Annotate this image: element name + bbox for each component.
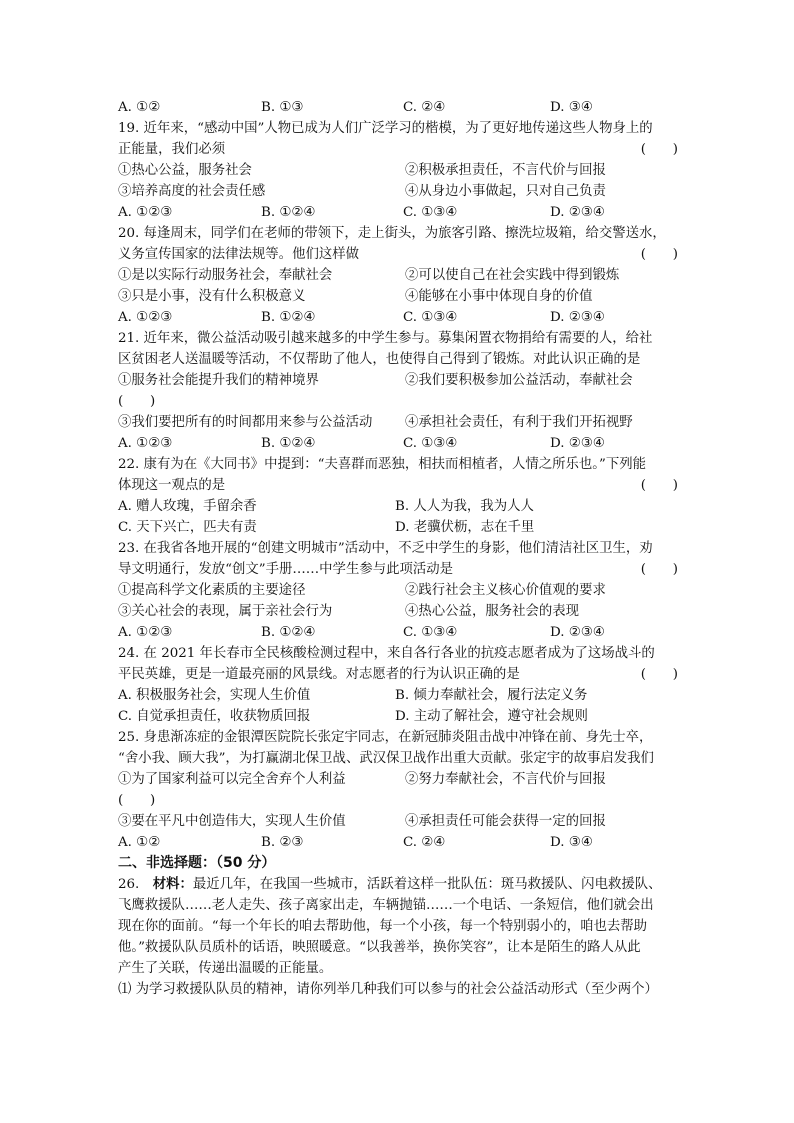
choice-option: D. ②③④	[550, 436, 605, 451]
choice-option: B. 人人为我，我为人人	[395, 499, 534, 514]
material-label: 材料：	[152, 877, 193, 892]
text-line: 义务宣传国家的法律法规等。他们这样做 ( )	[118, 244, 678, 265]
statement-row	[118, 265, 678, 286]
choice-option: D. ③④	[550, 100, 593, 115]
choice-options	[118, 622, 678, 643]
choice-option: C. 自觉承担责任，收获物质回报	[118, 709, 311, 724]
statement: ②践行社会主义核心价值观的要求	[405, 583, 606, 598]
choice-option: C. ②④	[403, 100, 446, 115]
statement: ④热心公益，服务社会的表现	[405, 604, 580, 619]
text-line: 20. 每逢周末，同学们在老师的带领下，走上街头，为旅客引路、擦洗垃圾箱，给交警送水，	[118, 226, 666, 241]
choice-option: D. ②③④	[550, 625, 605, 640]
text-line: 区贫困老人送温暖等活动，不仅帮助了他人，也使得自己得到了锻炼。对此认识正确的是	[118, 352, 641, 367]
text-line: 24. 在 2021 年长春市全民核酸检测过程中，来自各行各业的抗疫志愿者成为了这场战斗的	[118, 646, 655, 661]
text-line: 22. 康有为在《大同书》中提到：“夫喜群而恶独，相扶而相植者，人情之所乐也。”下列能	[118, 457, 646, 472]
choice-option: B. ①②④	[261, 436, 316, 451]
choice-options	[118, 496, 678, 517]
statement-row	[118, 286, 678, 307]
answer-bracket: ( )	[640, 667, 678, 682]
statement: ④承担社会责任，有利于我们开拓视野	[405, 415, 633, 430]
statement: ②我们要积极参加公益活动，奉献社会	[405, 373, 633, 388]
statement: ③要在平凡中创造伟大，实现人生价值	[118, 814, 346, 829]
choice-option: A. 积极服务社会，实现人生价值	[118, 688, 311, 703]
statement: ④能够在小事中体现自身的价值	[405, 289, 593, 304]
choice-options	[118, 433, 678, 454]
text-line: ( )	[118, 793, 156, 808]
choice-option: A. ①②③	[118, 436, 173, 451]
text-line: 产生了关联，传递出温暖的正能量。	[118, 961, 333, 976]
statement-row	[118, 580, 678, 601]
choice-options	[118, 832, 678, 853]
choice-options	[118, 307, 678, 328]
choice-option: A. ①②	[118, 835, 161, 850]
text-line: 19. 近年来，“感动中国”人物已成为人们广泛学习的楷模，为了更好地传递这些人物身上的	[118, 121, 653, 136]
choice-option: A. ①②③	[118, 205, 173, 220]
choice-option: B. ②③	[261, 835, 304, 850]
answer-bracket: ( )	[640, 142, 678, 157]
statement: ②积极承担责任，不言代价与回报	[405, 163, 606, 178]
exam-page	[118, 97, 678, 1000]
choice-option: B. ①②④	[261, 205, 316, 220]
question-number: 26.	[118, 877, 153, 892]
text-line: ( )	[118, 394, 156, 409]
text-line: 导文明通行，发放“创文”手册……中学生参与此项活动是 ( )	[118, 559, 678, 580]
statement: ②努力奉献社会，不言代价与回报	[405, 772, 606, 787]
choice-option: B. ①③	[261, 100, 304, 115]
choice-options	[118, 517, 678, 538]
statement: ④从身边小事做起，只对自己负责	[405, 184, 606, 199]
statement: ①热心公益，服务社会	[118, 163, 252, 178]
text-line: 正能量，我们必须 ( )	[118, 139, 678, 160]
choice-option: C. ①③④	[403, 436, 458, 451]
choice-option: C. ②④	[403, 835, 446, 850]
choice-options	[118, 706, 678, 727]
text-line: 平民英雄，更是一道最亮丽的风景线。对志愿者的行为认识正确的是 ( )	[118, 664, 678, 685]
choice-option: D. 老骥伏枥，志在千里	[395, 520, 535, 535]
statement: ①为了国家利益可以完全舍弃个人利益	[118, 772, 346, 787]
choice-option: C. ①③④	[403, 625, 458, 640]
statement-row	[118, 412, 678, 433]
text-line: 体现这一观点的是 ( )	[118, 475, 678, 496]
answer-bracket: ( )	[640, 478, 678, 493]
choice-option: C. 天下兴亡，匹夫有责	[118, 520, 257, 535]
text-line: ⑴ 为学习救援队队员的精神，请你列举几种我们可以参与的社会公益活动形式（至少两个）	[118, 982, 658, 997]
material-text: 最近几年，在我国一些城市，活跃着这样一批队伍：斑马救援队、闪电救援队、	[192, 877, 662, 892]
choice-option: B. ①②④	[261, 310, 316, 325]
text-line: 飞鹰救援队……老人走失、孩子离家出走，车辆抛锚……一个电话、一条短信，他们就会出	[118, 898, 654, 913]
choice-option: D. ③④	[550, 835, 593, 850]
choice-option: C. ①③④	[403, 310, 458, 325]
statement-row	[118, 769, 678, 790]
statement: ③我们要把所有的时间都用来参与公益活动	[118, 415, 373, 430]
statement: ①提高科学文化素质的主要途径	[118, 583, 306, 598]
statement: ③只是小事，没有什么积极意义	[118, 289, 306, 304]
choice-options	[118, 97, 678, 118]
statement: ④承担责任可能会获得一定的回报	[405, 814, 606, 829]
statement: ③关心社会的表现，属于亲社会行为	[118, 604, 333, 619]
text-line: 25. 身患渐冻症的金银潭医院院长张定宇同志，在新冠肺炎阻击战中冲锋在前、身先士卒，	[118, 730, 653, 745]
choice-option: A. ①②③	[118, 310, 173, 325]
statement: ③培养高度的社会责任感	[118, 184, 266, 199]
choice-option: D. ②③④	[550, 205, 605, 220]
statement: ①是以实际行动服务社会，奉献社会	[118, 268, 333, 283]
choice-options	[118, 202, 678, 223]
choice-options	[118, 685, 678, 706]
statement-row	[118, 811, 678, 832]
choice-option: A. 赠人玫瑰，手留余香	[118, 499, 257, 514]
statement: ②可以使自己在社会实践中得到锻炼	[405, 268, 620, 283]
choice-option: B. ①②④	[261, 625, 316, 640]
choice-option: A. ①②③	[118, 625, 173, 640]
text-line: “舍小我、顾大我”，为打赢湖北保卫战、武汉保卫战作出重大贡献。张定宇的故事启发我们	[118, 751, 654, 766]
answer-bracket: ( )	[640, 247, 678, 262]
choice-option: B. 倾力奉献社会，履行法定义务	[395, 688, 588, 703]
choice-option: A. ①②	[118, 100, 161, 115]
choice-option: D. ②③④	[550, 310, 605, 325]
statement: ①服务社会能提升我们的精神境界	[118, 373, 319, 388]
choice-option: C. ①③④	[403, 205, 458, 220]
answer-bracket: ( )	[640, 562, 678, 577]
statement-row	[118, 370, 678, 391]
text-line: 他。”救援队队员质朴的话语，映照暖意。“以我善举，换你笑容”，让本是陌生的路人从此	[118, 940, 641, 955]
statement-row	[118, 601, 678, 622]
choice-option: D. 主动了解社会，遵守社会规则	[395, 709, 588, 724]
text-line: 23. 在我省各地开展的“创建文明城市”活动中，不乏中学生的身影，他们清洁社区卫生，劝	[118, 541, 653, 556]
section-heading: 二、非选择题：（50 分）	[118, 855, 276, 871]
material-intro	[118, 874, 678, 895]
text-line: 现在你的面前。“每一个年长的咱去帮助他，每一个小孩，每一个特别弱小的，咱也去帮助	[118, 919, 648, 934]
statement-row	[118, 160, 678, 181]
text-line: 21. 近年来，微公益活动吸引越来越多的中学生参与。募集闲置衣物捐给有需要的人，给社	[118, 331, 653, 346]
statement-row	[118, 181, 678, 202]
